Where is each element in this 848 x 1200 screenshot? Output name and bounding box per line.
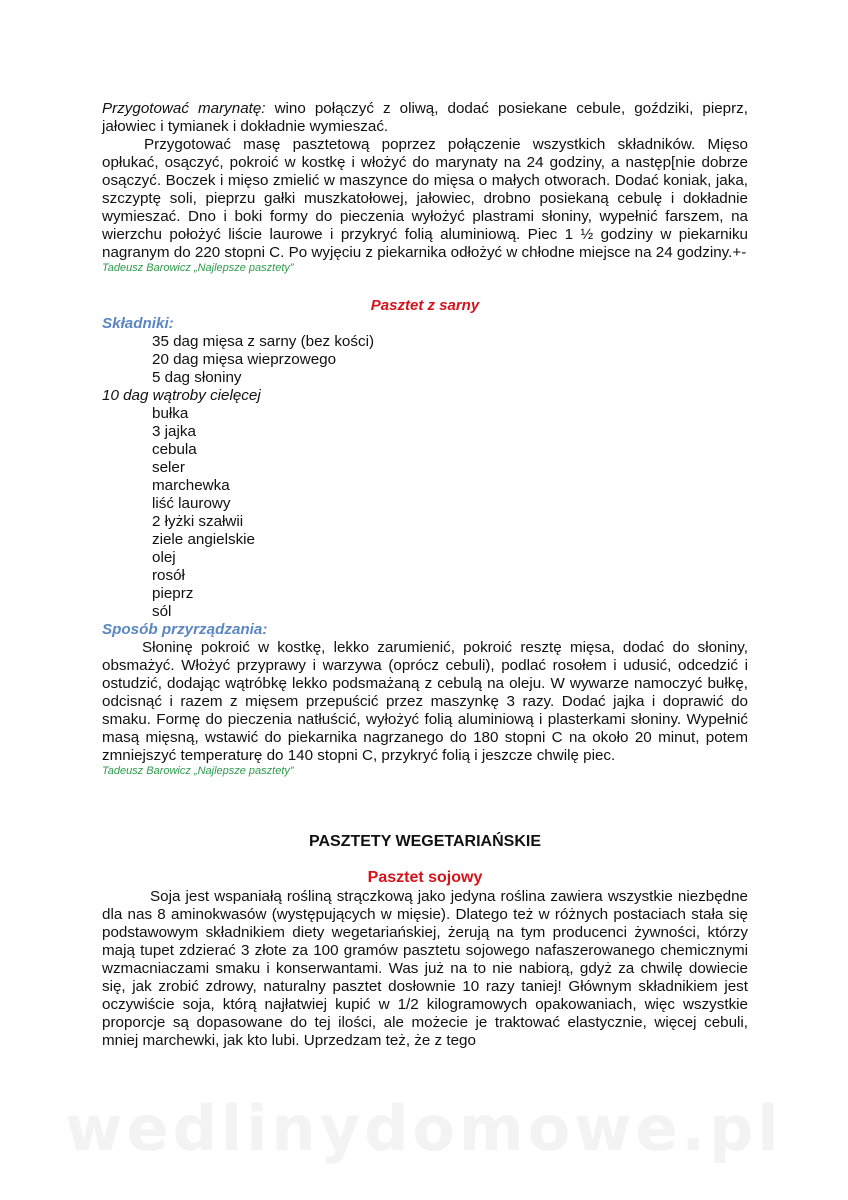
method-label: Sposób przyrządzania: [102,621,268,638]
ingredients-list-a [102,333,748,387]
ingredient-item: 20 dag mięsa wieprzowego [152,351,337,368]
method-paragraph-1: Przygotować masę pasztetową poprzez połączenie wszystkich składników. Mięso opłukać, osączyć, pokroić w kostkę i włożyć do marynaty na 24 godziny, a następ[nie dobrze osączyć. Boczek i mięso zmielić w maszynce do mięsa o małych otworach. Dodać koniak, jaka, szczyptę soli, pieprzu gałki muszkatołowej, jałowiec, drobno posiekaną cebulę i dokładnie wymieszać. Dno i boki formy do pieczenia wyłożyć plastrami słoniny, wypełnić farszem, na wierzchu położyć liście laurowe i przykryć folią aluminiową. Piec 1 ½ godziny w piekarniku nagranym do 220 stopni C. Po wyjęciu z piekarnika odłożyć w chłodne miejsce na 24 godziny.+- [102,136,748,261]
source-citation-1: Tadeusz Barowicz „Najlepsze pasztety” [102,262,294,274]
ingredients-list-b [102,405,748,621]
ingredient-item: cebula [152,441,197,458]
ingredient-item: marchewka [152,477,230,494]
method-paragraph-2: Słoninę pokroić w kostkę, lekko zarumienić, pokroić resztę mięsa, dodać do słoniny, obsmażyć. Włożyć przyprawy i warzywa (oprócz cebuli), podlać rosołem i udusić, odcedzić i ostudzić, dodając wątróbkę lekko podsmażaną z cebulą na oleju. W wywarze namoczyć bułkę, odcisnąć i razem z mięsem przepuścić przez maszynkę 3 razy. Dodać jajka i doprawić do smaku. Formę do pieczenia natłuścić, wyłożyć folią aluminiową i plasterkami słoniny. Wypełnić masą mięsną, wstawić do piekarnika nagrzanego do 180 stopni C na około 20 minut, potem zmniejszyć temperaturę do 140 stopni C, przykryć folią i jeszcze chwilę piec. [102,639,748,764]
ingredient-item: liść laurowy [152,495,231,512]
soy-intro-paragraph: Soja jest wspaniałą rośliną strączkową jako jedyna roślina zawiera wszystkie niezbędne dla nas 8 aminokwasów (występujących w mięsie). Dlatego też w różnych postaciach stała się podstawowym składnikiem diety wegetariańskiej, żerują na tym producenci żywności, którzy mają tupet zdzierać 3 złote za 100 gramów pasztetu sojowego nafaszerowanego chemicznymi wzmacniaczami smaku i konserwantami. Was już na to nie nabiorą, gdyż za chwilę dowiecie się, jak zrobić zdrowy, naturalny pasztet dosłownie 10 razy taniej! Głównym składnikiem jest oczywiście soja, którą najłatwiej kupić w 1/2 kilogramowych opakowaniach, więc wszystkie proporcje są dopasowane do tej ilości, ale możecie je traktować elastycznie, więcej cebuli, mniej marchewki, jak kto lubi. Uprzedzam też, że z tego [102,888,748,1049]
ingredient-item: bułka [152,405,189,422]
ingredient-item: seler [152,459,185,476]
ingredient-item: rosół [152,567,185,584]
recipe-title-sojowy: Pasztet sojowy [367,869,483,886]
ingredient-item: sól [152,603,172,620]
ingredient-item: 2 łyżki szałwii [152,513,244,530]
source-citation-2: Tadeusz Barowicz „Najlepsze pasztety” [102,765,294,777]
recipe-title-sarna: Pasztet z sarny [370,297,480,314]
ingredients-label: Składniki: [102,315,174,332]
watermark: wedlinydomowe.pl [65,1092,783,1165]
ingredient-item: pieprz [152,585,194,602]
marinade-label: Przygotować marynatę: [102,100,266,117]
ingredient-item-italic: 10 dag wątroby cielęcej [102,387,261,404]
ingredient-item: 3 jajka [152,423,196,440]
marinade-text: wino połączyć z oliwą, dodać posiekane cebule, goździki, pieprz, jałowiec i tymianek i dokładnie wymieszać. [102,100,748,135]
ingredient-item: ziele angielskie [152,531,255,548]
ingredient-item: 5 dag słoniny [152,369,242,386]
marinade-paragraph [102,100,748,136]
section-heading-vegetarian: PASZTETY WEGETARIAŃSKIE [308,833,541,850]
ingredient-item: olej [152,549,176,566]
ingredient-item: 35 dag mięsa z sarny (bez kości) [152,333,374,350]
document-page [102,100,748,1050]
